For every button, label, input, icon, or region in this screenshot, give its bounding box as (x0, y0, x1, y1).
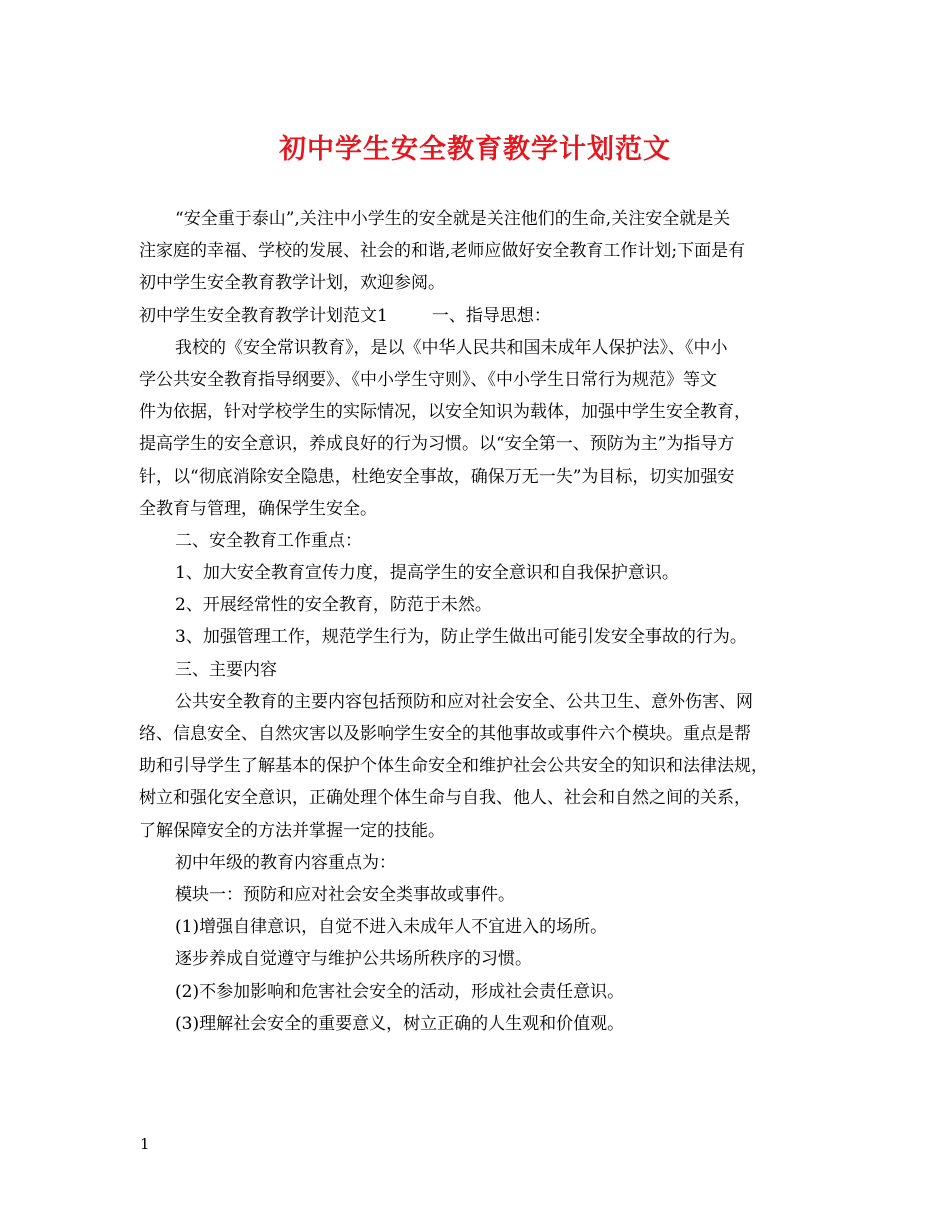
paragraph-line: 学公共安全教育指导纲要》、《中小学生守则》、《中小学生日常行为规范》等文 (139, 369, 717, 390)
paragraph-line: 全教育与管理，确保学生安全。 (139, 498, 377, 519)
paragraph-line: 树立和强化安全意识，正确处理个体生命与自我、他人、社会和自然之间的关系， (139, 788, 751, 809)
paragraph-line: 逐步养成自觉遵守与维护公共场所秩序的习惯。 (175, 949, 532, 970)
paragraph-line: 提高学生的安全意识，养成良好的行为习惯。以“安全第一、预防为主”为指导方 (139, 434, 735, 455)
paragraph-line: 针，以“彻底消除安全隐患，杜绝安全事故，确保万无一失”为目标，切实加强安 (139, 466, 735, 487)
paragraph-line: 模块一：预防和应对社会安全类事故或事件。 (175, 884, 515, 905)
list-item: (2)不参加影响和危害社会安全的活动，形成社会责任意识。 (175, 981, 625, 1002)
paragraph-line: 我校的《安全常识教育》，是以《中华人民共和国未成年人保护法》、《中小 (175, 337, 728, 358)
section-heading: 二、安全教育工作重点： (175, 530, 362, 551)
paragraph-line: 公共安全教育的主要内容包括预防和应对社会安全、公共卫生、意外伤害、网 (175, 691, 753, 712)
section-heading-line (139, 300, 819, 332)
list-item: 2、开展经常性的安全教育，防范于未然。 (175, 595, 492, 616)
list-item: 1、加大安全教育宣传力度，提高学生的安全意识和自我保护意识。 (175, 563, 679, 584)
page-number: 1 (140, 1135, 150, 1153)
section-subheading: 一、指导思想： (431, 305, 551, 326)
section-title: 初中学生安全教育教学计划范文1 (139, 305, 388, 326)
paragraph-line: 助和引导学生了解基本的保护个体生命安全和维护社会公共安全的知识和法律法规， (139, 756, 768, 777)
paragraph-line: 初中年级的教育内容重点为： (175, 852, 396, 873)
document-title: 初中学生安全教育教学计划范文 (279, 134, 671, 165)
section-heading: 三、主要内容 (175, 659, 277, 680)
paragraph-line: 件为依据，针对学校学生的实际情况，以安全知识为载体，加强中学生安全教育， (139, 402, 751, 423)
list-item: (1)增强自律意识，自觉不进入未成年人不宜进入的场所。 (175, 917, 608, 938)
paragraph-line: 初中学生安全教育教学计划，欢迎参阅。 (139, 273, 445, 294)
paragraph-line: 络、信息安全、自然灾害以及影响学生安全的其他事故或事件六个模块。重点是帮 (139, 724, 751, 744)
list-item: 3、加强管理工作，规范学生行为，防止学生做出可能引发安全事故的行为。 (175, 627, 747, 648)
paragraph-line: “安全重于泰山”,关注中小学生的安全就是关注他们的生命,关注安全就是关 (175, 209, 731, 229)
paragraph-line: 注家庭的幸福、学校的发展、社会的和谐,老师应做好安全教育工作计划;下面是有 (139, 241, 746, 262)
list-item: (3)理解社会安全的重要意义，树立正确的人生观和价值观。 (175, 1013, 625, 1034)
document-body (139, 203, 819, 1040)
paragraph-line: 了解保障安全的方法并掌握一定的技能。 (139, 820, 445, 841)
